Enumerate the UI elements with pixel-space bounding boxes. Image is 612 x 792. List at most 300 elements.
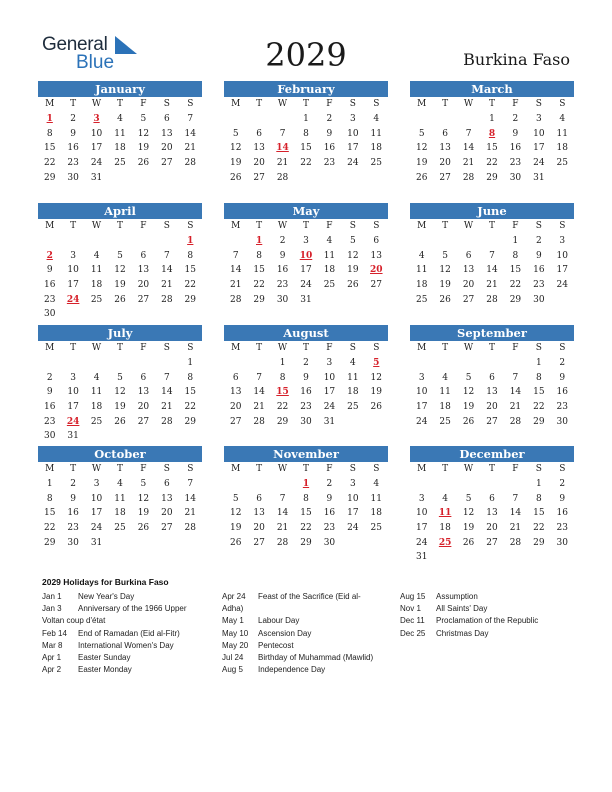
day-cell: 9 [70,128,76,139]
day-cell: 12 [114,265,126,276]
day-cell: 30 [43,309,56,320]
day-cell: 25 [323,280,336,291]
day-cell: 6 [256,493,262,504]
day-cell: 27 [370,280,382,291]
weekday-label: W [277,343,288,353]
day-cell: 29 [533,416,545,427]
day-cell: 2 [535,236,542,246]
weekday-label: T [70,343,77,353]
day-cell: 7 [163,372,170,383]
month-grid [410,97,574,185]
day-cell: 12 [229,508,242,519]
day-cell: 18 [90,402,103,413]
day-cell: 27 [229,416,242,427]
holiday-day-cell: 10 [299,250,313,261]
holiday-day-cell: 25 [438,537,452,548]
empty-cell [224,234,247,249]
day-cell: 16 [556,508,568,519]
month-header: July [38,325,202,341]
weekday-label: S [163,221,170,231]
weekday-label: W [91,343,102,353]
weekday-label: T [488,343,495,353]
weekday-label: S [187,99,194,109]
day-cell: 6 [140,372,147,383]
day-cell: 3 [326,358,333,368]
day-cell: 7 [163,250,170,261]
weekday-label: T [70,99,77,109]
day-cell: 25 [415,294,428,305]
day-cell: 16 [556,387,568,398]
empty-cell [480,234,503,249]
day-cell: 10 [347,128,359,139]
day-cell: 31 [415,552,428,563]
month-header: October [38,446,202,462]
day-cell: 11 [556,128,568,139]
month-header: February [224,81,388,97]
day-cell: 28 [276,172,289,183]
day-cell: 26 [137,158,150,169]
day-cell: 9 [559,493,566,504]
day-cell: 29 [184,294,196,305]
day-cell: 12 [229,143,242,154]
day-cell: 18 [347,387,359,398]
day-cell: 26 [439,294,451,305]
day-cell: 3 [535,114,542,124]
holiday-date: May 20 [222,640,249,650]
day-cell: 16 [323,508,336,519]
holiday-name: Feast of the Sacrifice (Eid al- [258,592,361,601]
day-cell: 7 [187,479,194,489]
weekday-label: S [559,99,566,109]
day-cell: 21 [184,143,196,154]
day-cell: 10 [90,493,103,504]
day-cell: 27 [253,537,265,548]
day-cell: 19 [229,158,242,169]
day-cell: 17 [323,387,336,398]
day-cell: 22 [253,280,265,291]
weekday-label: T [302,99,309,109]
day-cell: 1 [512,236,519,246]
day-cell: 13 [253,508,265,519]
day-cell: 19 [114,280,126,291]
day-cell: 20 [161,508,173,519]
day-cell: 4 [418,250,425,261]
day-cell: 12 [137,128,150,139]
weekday-label: S [349,221,356,231]
day-cell: 25 [370,158,382,169]
day-cell: 22 [43,158,56,169]
day-cell: 12 [462,387,475,398]
weekday-label: W [463,464,474,474]
day-cell: 8 [187,372,194,383]
day-cell: 24 [347,158,359,169]
month-september [410,325,574,429]
weekday-label: T [488,464,495,474]
weekday-label: T [256,99,263,109]
weekday-label: S [163,464,170,474]
day-cell: 4 [117,479,123,489]
holiday-date: Aug 15 [400,592,426,601]
day-cell: 30 [556,537,568,548]
day-cell: 2 [559,479,566,489]
empty-cell [132,234,155,249]
weekday-label: T [116,221,123,231]
holiday-name: Ascension Day [258,628,312,638]
day-cell: 9 [70,493,76,504]
day-cell: 19 [462,402,475,413]
weekday-label: T [488,221,495,231]
day-cell: 19 [370,387,382,398]
day-cell: 19 [415,158,428,169]
day-cell: 2 [279,236,286,246]
logo-text-general: General [42,34,108,55]
day-cell: 4 [559,114,566,124]
day-cell: 15 [300,143,312,154]
day-cell: 5 [140,479,147,489]
day-cell: 7 [512,493,519,504]
day-cell: 30 [67,537,79,548]
day-cell: 4 [349,358,356,368]
empty-cell [132,356,155,371]
month-grid [38,97,202,185]
day-cell: 29 [509,294,522,305]
day-cell: 9 [535,250,542,261]
day-cell: 29 [533,537,545,548]
day-cell: 13 [462,265,475,276]
month-april [38,203,202,322]
month-grid [38,462,202,550]
holiday-date: Apr 1 [42,652,62,662]
weekday-label: T [116,99,123,109]
day-cell: 19 [114,402,126,413]
day-cell: 21 [229,280,242,291]
day-cell: 10 [67,387,79,398]
day-cell: 16 [509,143,522,154]
day-cell: 12 [347,250,359,261]
day-cell: 23 [67,158,79,169]
day-cell: 22 [486,158,498,169]
day-cell: 22 [509,280,522,291]
holiday-date: Nov 1 [400,604,421,614]
day-cell: 6 [163,114,170,124]
day-cell: 3 [418,493,425,504]
holiday-name-continued: Voltan coup d'état [42,616,106,626]
weekday-label: S [535,464,542,474]
holiday-date: Aug 5 [222,665,243,675]
holiday-day-cell: 11 [438,508,452,519]
day-cell: 16 [533,265,545,276]
day-cell: 21 [253,402,265,413]
day-cell: 27 [462,294,475,305]
day-cell: 5 [349,236,356,246]
empty-cell [410,112,433,127]
weekday-label: S [349,464,356,474]
day-cell: 18 [90,280,103,291]
empty-cell [504,477,527,492]
day-cell: 6 [256,128,262,139]
day-cell: 27 [137,416,150,427]
day-cell: 26 [114,416,126,427]
day-cell: 12 [439,265,451,276]
month-grid [224,219,388,307]
day-cell: 26 [137,523,150,534]
holiday-day-cell: 5 [373,358,380,368]
day-cell: 24 [415,537,428,548]
day-cell: 11 [347,372,359,383]
day-cell: 29 [184,416,196,427]
month-header: May [224,203,388,219]
day-cell: 24 [556,280,568,291]
day-cell: 20 [253,523,265,534]
empty-cell [85,234,108,249]
weekday-label: M [231,464,241,474]
weekday-label: S [187,221,194,231]
day-cell: 21 [276,523,289,534]
empty-cell [224,356,247,371]
holiday-date: Apr 2 [42,665,62,675]
month-grid [410,462,574,565]
day-cell: 26 [462,416,475,427]
weekday-label: M [45,343,55,353]
day-cell: 2 [512,114,519,124]
day-cell: 28 [161,416,173,427]
day-cell: 28 [184,523,196,534]
holiday-date: Dec 25 [400,628,426,638]
day-cell: 7 [256,372,262,383]
day-cell: 5 [117,250,123,261]
empty-cell [433,477,456,492]
day-cell: 22 [43,523,56,534]
day-cell: 26 [114,294,126,305]
day-cell: 27 [253,172,265,183]
weekday-label: F [140,343,147,353]
day-cell: 3 [70,250,76,261]
day-cell: 25 [114,523,126,534]
day-cell: 22 [184,280,196,291]
day-cell: 26 [462,537,475,548]
month-december [410,446,574,565]
day-cell: 16 [43,280,56,291]
day-cell: 16 [67,143,79,154]
day-cell: 20 [439,158,451,169]
day-cell: 11 [323,250,336,261]
day-cell: 15 [509,265,522,276]
empty-cell [457,477,480,492]
day-cell: 14 [253,387,265,398]
day-cell: 24 [415,416,428,427]
day-cell: 24 [323,402,336,413]
empty-cell [61,234,84,249]
day-cell: 17 [347,143,359,154]
day-cell: 22 [300,523,312,534]
logo-text-blue: Blue [76,52,115,73]
day-cell: 15 [184,265,196,276]
holiday-date: Apr 24 [222,592,246,601]
day-cell: 1 [279,358,286,368]
day-cell: 21 [462,158,475,169]
weekday-label: M [417,99,427,109]
day-cell: 29 [43,172,56,183]
day-cell: 3 [303,236,309,246]
month-august [224,325,388,429]
weekday-label: W [91,464,102,474]
day-cell: 11 [114,128,126,139]
day-cell: 21 [161,402,173,413]
empty-cell [224,112,247,127]
day-cell: 13 [161,128,173,139]
empty-cell [457,112,480,127]
day-cell: 8 [303,493,309,504]
weekday-label: W [463,221,474,231]
day-cell: 28 [184,158,196,169]
day-cell: 13 [486,387,498,398]
day-cell: 21 [184,508,196,519]
month-january [38,81,202,185]
day-cell: 12 [137,493,150,504]
day-cell: 3 [418,372,425,383]
holiday-day-cell: 24 [66,294,80,305]
day-cell: 5 [117,372,123,383]
day-cell: 1 [535,358,542,368]
day-cell: 25 [114,158,126,169]
day-cell: 28 [509,537,522,548]
day-cell: 18 [439,523,451,534]
day-cell: 5 [418,128,425,139]
day-cell: 9 [46,387,53,398]
empty-cell [504,356,527,371]
day-cell: 12 [462,508,475,519]
day-cell: 4 [442,493,448,504]
day-cell: 27 [486,416,498,427]
holiday-day-cell: 3 [93,114,100,124]
holiday-name: Anniversary of the 1966 Upper [78,604,187,614]
empty-cell [457,356,480,371]
day-cell: 26 [347,280,359,291]
day-cell: 6 [163,479,170,489]
empty-cell [85,356,108,371]
day-cell: 29 [300,537,312,548]
weekday-label: M [417,464,427,474]
holiday-name: Proclamation of the Republic [436,616,539,626]
day-cell: 7 [489,250,495,261]
day-cell: 14 [161,265,173,276]
holiday-day-cell: 15 [276,387,289,398]
day-cell: 16 [276,265,289,276]
weekday-label: T [116,343,123,353]
month-header: March [410,81,574,97]
month-header: June [410,203,574,219]
weekday-label: W [277,464,288,474]
day-cell: 10 [415,508,428,519]
empty-cell [155,356,178,371]
weekday-label: T [256,464,263,474]
day-cell: 14 [161,387,173,398]
day-cell: 17 [415,402,428,413]
day-cell: 16 [300,387,312,398]
day-cell: 17 [67,402,79,413]
empty-cell [271,112,294,127]
weekday-label: T [256,221,263,231]
holiday-name: Easter Sunday [78,652,131,662]
day-cell: 30 [556,416,568,427]
holiday-name: Pentecost [258,640,294,650]
month-may [224,203,388,307]
weekday-label: S [373,99,380,109]
day-cell: 11 [90,265,103,276]
holiday-name: Christmas Day [436,628,489,638]
weekday-label: S [187,343,194,353]
day-cell: 8 [46,493,53,504]
day-cell: 13 [229,387,242,398]
day-cell: 8 [535,372,542,383]
day-cell: 9 [279,250,286,261]
day-cell: 1 [46,479,53,489]
day-cell: 27 [486,537,498,548]
day-cell: 20 [486,523,498,534]
day-cell: 27 [161,158,173,169]
day-cell: 22 [300,158,312,169]
day-cell: 28 [253,416,265,427]
day-cell: 2 [303,358,309,368]
weekday-label: T [116,464,123,474]
day-cell: 13 [439,143,451,154]
day-cell: 4 [93,372,100,383]
day-cell: 4 [373,479,380,489]
day-cell: 10 [347,493,359,504]
day-cell: 14 [509,508,522,519]
day-cell: 1 [535,479,542,489]
day-cell: 23 [533,280,545,291]
day-cell: 9 [303,372,309,383]
day-cell: 10 [323,372,336,383]
month-june [410,203,574,307]
day-cell: 29 [486,172,498,183]
day-cell: 1 [303,114,309,124]
day-cell: 3 [349,479,356,489]
day-cell: 18 [370,508,382,519]
holiday-day-cell: 1 [187,236,194,246]
day-cell: 14 [486,265,498,276]
empty-cell [480,356,503,371]
month-header: August [224,325,388,341]
day-cell: 4 [442,372,448,383]
day-cell: 24 [533,158,545,169]
weekday-label: T [442,343,449,353]
day-cell: 15 [300,508,312,519]
weekday-label: F [140,221,147,231]
day-cell: 10 [90,128,103,139]
holiday-name: End of Ramadan (Eid al-Fitr) [78,628,180,638]
day-cell: 8 [279,372,286,383]
day-cell: 5 [442,250,448,261]
day-cell: 17 [415,523,428,534]
day-cell: 11 [114,493,126,504]
weekday-label: F [512,343,519,353]
day-cell: 12 [415,143,428,154]
day-cell: 17 [556,265,568,276]
day-cell: 8 [187,250,194,261]
day-cell: 28 [509,416,522,427]
day-cell: 6 [489,372,495,383]
empty-cell [155,234,178,249]
day-cell: 20 [486,402,498,413]
day-cell: 23 [43,416,56,427]
day-cell: 6 [140,250,147,261]
empty-cell [224,477,247,492]
holiday-name: International Women's Day [78,640,174,650]
day-cell: 11 [439,387,451,398]
day-cell: 18 [415,280,428,291]
